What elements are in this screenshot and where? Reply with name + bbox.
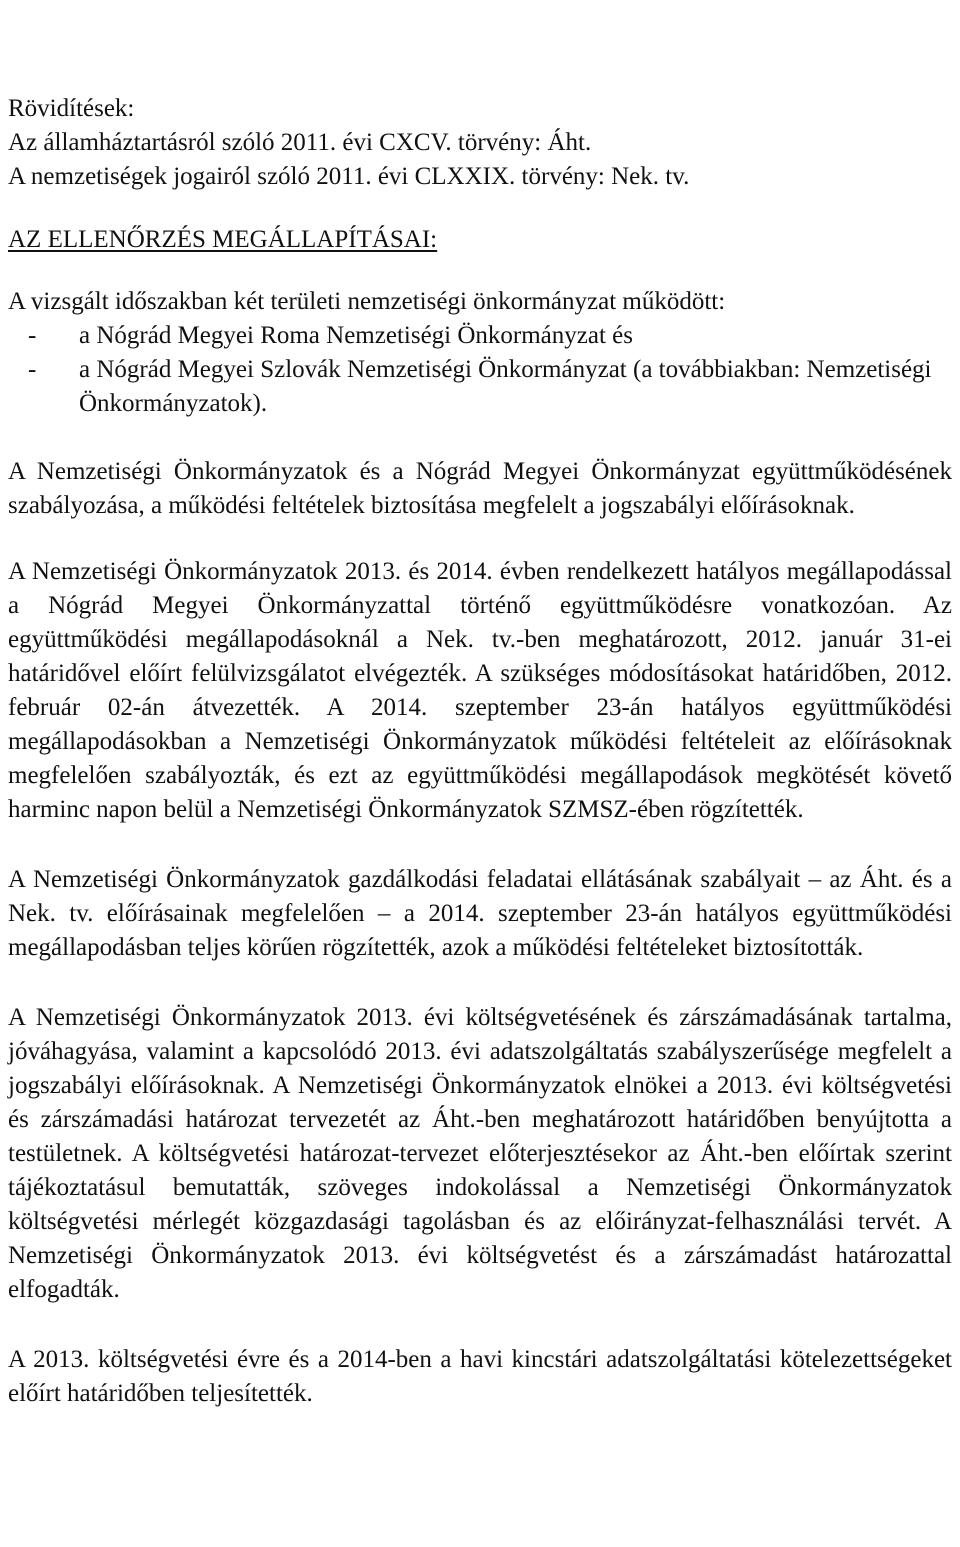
list-dash: - (28, 356, 37, 383)
paragraph-management: A Nemzetiségi Önkormányzatok gazdálkodási feladatai ellátásának szabályait – az Áht. és a Nek. tv. előírásainak megfelelően – a 2014. szeptember 23-án hatályos együttműködési megállapodásban teljes körűen rögzítették, azok a működési feltételeket biztosították. (8, 866, 952, 961)
abbreviation-line-aht: Az államháztartásról szóló 2011. évi CXCV. törvény: Áht. (8, 129, 592, 156)
intro-sentence: A vizsgált időszakban két területi nemzetiségi önkormányzat működött: (8, 288, 726, 315)
list-item (8, 353, 952, 421)
paragraph-budget: A Nemzetiségi Önkormányzatok 2013. évi költségvetésének és zárszámadásának tartalma, jóváhagyása, valamint a kapcsolódó 2013. évi adatszolgáltatás szabályszerűsége megfelelt a jogszabályi előírásoknak. A Nemzetiségi Önkormányzatok elnökei a 2013. évi költségvetési és zárszámadási határozat tervezetét az Áht.-ben meghatározott határidőben benyújtotta a testületnek. A költségvetési határozat-tervezet előterjesztésekor az Áht.-ben előírtak szerint tájékoztatásul bemutatták, szöveges indokolással a Nemzetiségi Önkormányzatok költségvetési mérlegét közgazdasági tagolásban és az előirányzat-felhasználási tervét. A Nemzetiségi Önkormányzatok 2013. évi költségvetést és a zárszámadást határozattal elfogadták. (8, 1004, 952, 1303)
list-item (8, 319, 952, 353)
list-dash: - (28, 322, 37, 349)
abbreviation-line-nek: A nemzetiségek jogairól szóló 2011. évi CLXXIX. törvény: Nek. tv. (8, 163, 690, 190)
abbreviations-block (8, 92, 952, 194)
list-item-text: a Nógrád Megyei Szlovák Nemzetiségi Önkormányzat (a továbbiakban: Nemzetiségi Önkormányzatok). (79, 356, 932, 417)
document-page (8, 92, 952, 1411)
paragraph-agreements: A Nemzetiségi Önkormányzatok 2013. és 2014. évben rendelkezett hatályos megállapodással a Nógrád Megyei Önkormányzattal történő együttműködésre vonatkozóan. Az együttműködési megállapodásoknál a Nek. tv.-ben meghatározott, 2012. január 31-ei határidővel előírt felülvizsgálatot elvégezték. A szükséges módosításokat határidőben, 2012. február 02-án átvezették. A 2014. szeptember 23-án hatályos együttműködési megállapodásokban a Nemzetiségi Önkormányzatok működési feltételeit az előírásoknak megfelelően szabályozták, és ezt az együttműködési megállapodások megkötését követő harminc napon belül a Nemzetiségi Önkormányzatok SZMSZ-ében rögzítették. (8, 558, 952, 823)
self-government-list (8, 319, 952, 421)
paragraph-cooperation: A Nemzetiségi Önkormányzatok és a Nógrád Megyei Önkormányzat együttműködésének szabályozása, a működési feltételek biztosítása megfelelt a jogszabályi előírásoknak. (8, 458, 952, 519)
abbreviations-title: Rövidítések: (8, 95, 135, 122)
list-item-text: a Nógrád Megyei Roma Nemzetiségi Önkormányzat és (79, 322, 633, 349)
paragraph-reporting: A 2013. költségvetési évre és a 2014-ben a havi kincstári adatszolgáltatási kötelezettségeket előírt határidőben teljesítették. (8, 1346, 952, 1407)
section-heading: AZ ELLENŐRZÉS MEGÁLLAPÍTÁSAI: (8, 226, 438, 253)
